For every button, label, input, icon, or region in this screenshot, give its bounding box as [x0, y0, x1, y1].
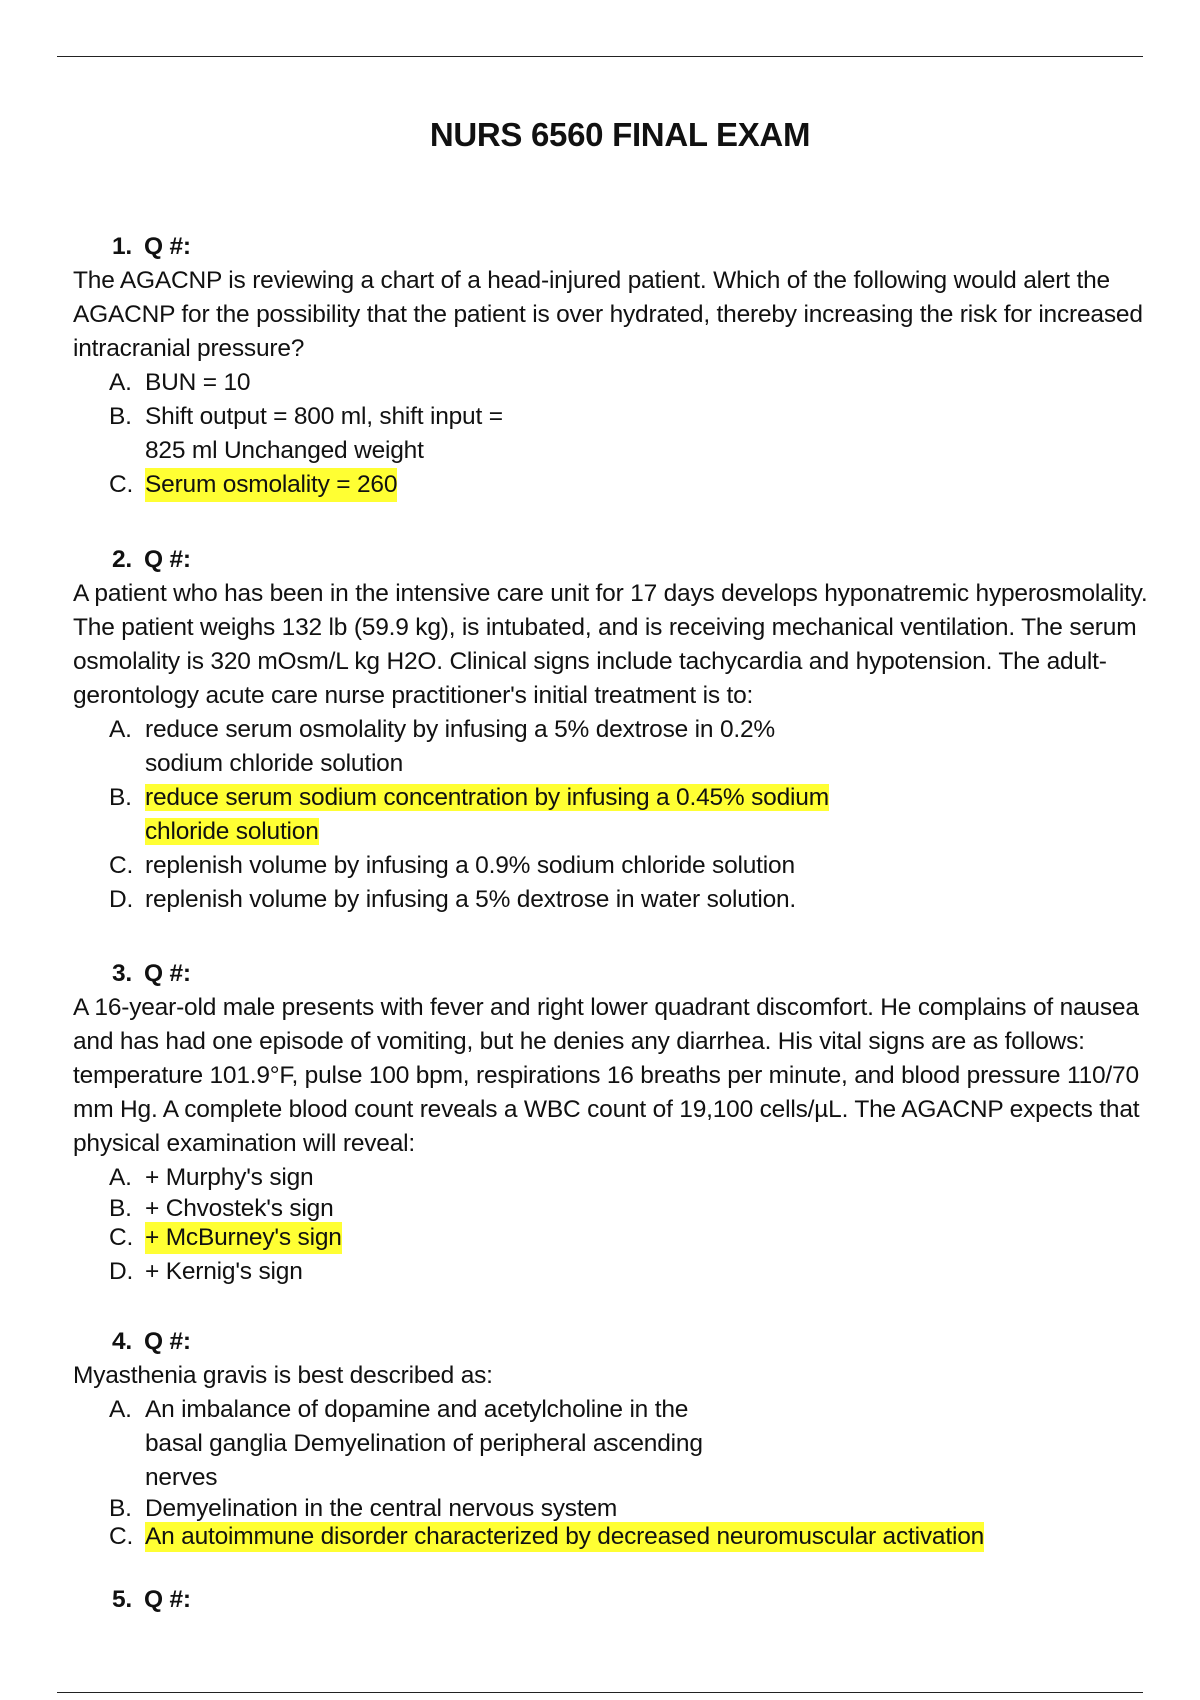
question-text: The AGACNP is reviewing a chart of a head-injured patient. Which of the following would alert the AGACNP for the possibility that the patient is over hydrated, thereby increasing the risk for increased intracranial pressure?: [73, 267, 1143, 362]
option-text: + Murphy's sign: [145, 1164, 314, 1191]
option-b: [73, 781, 1163, 849]
option-letter: A.: [109, 1396, 132, 1423]
option-letter: B.: [109, 784, 132, 811]
option-text: Demyelination in the central nervous system: [145, 1495, 618, 1522]
option-text-highlighted: reduce serum sodium concentration by infusing a 0.45% sodium chloride solution: [145, 784, 829, 845]
option-text: + Chvostek's sign: [145, 1195, 334, 1222]
question-3: [73, 957, 1163, 1290]
option-text-wrap: [145, 781, 885, 849]
question-text: Myasthenia gravis is best described as:: [73, 1362, 493, 1389]
option-letter: C.: [109, 1224, 134, 1251]
option-letter: B.: [109, 1195, 132, 1222]
option-letter: C.: [109, 471, 134, 498]
question-header: [73, 1325, 1163, 1359]
option-letter: B.: [109, 403, 132, 430]
option-text: An imbalance of dopamine and acetylcholine in the basal ganglia Demyelination of peripheral ascending nerves: [145, 1396, 703, 1491]
question-number: 1.: [112, 233, 133, 260]
option-text-highlighted: + McBurney's sign: [145, 1222, 342, 1254]
option-a: [73, 1161, 1163, 1195]
option-a: [73, 1393, 1163, 1495]
question-header: [73, 543, 1163, 577]
option-text: replenish volume by infusing a 5% dextrose in water solution.: [145, 886, 797, 913]
option-text-highlighted: Serum osmolality = 260: [145, 468, 397, 502]
question-label: Q #:: [144, 546, 191, 573]
answer-options: [73, 1161, 1163, 1290]
question-2: [73, 543, 1163, 917]
option-letter: C.: [109, 852, 134, 879]
option-letter: A.: [109, 1164, 132, 1191]
question-number: 5.: [112, 1586, 133, 1613]
question-header: [73, 1583, 1163, 1617]
option-c: [73, 468, 1163, 502]
answer-options: [73, 1393, 1163, 1552]
question-number: 2.: [112, 546, 133, 573]
option-text: BUN = 10: [145, 369, 251, 396]
option-b: [73, 400, 1163, 468]
question-1: [73, 230, 1163, 502]
question-header: [73, 230, 1163, 264]
top-rule: [57, 56, 1143, 57]
option-d: [73, 1254, 1163, 1290]
option-letter: C.: [109, 1523, 134, 1550]
question-label: Q #:: [144, 960, 191, 987]
question-5: [73, 1583, 1163, 1617]
question-label: Q #:: [144, 1328, 191, 1355]
answer-options: [73, 713, 1163, 917]
question-label: Q #:: [144, 233, 191, 260]
option-a: [73, 713, 1163, 781]
option-c: [73, 1222, 1163, 1254]
question-header: [73, 957, 1163, 991]
option-letter: B.: [109, 1495, 132, 1522]
option-text: Shift output = 800 ml, shift input = 825 ml Unchanged weight: [145, 403, 503, 464]
option-d: [73, 883, 1163, 917]
option-b: [73, 1195, 1163, 1222]
option-text: + Kernig's sign: [145, 1258, 303, 1285]
option-c: [73, 849, 1163, 883]
question-text: A 16-year-old male presents with fever and right lower quadrant discomfort. He complains of nausea and has had one episode of vomiting, but he denies any diarrhea. His vital signs are as follows: temperature 101.9°F, pulse 100 bpm, respirations 16 breaths per minute, and blood pressure 110/70 mm Hg. A complete blood count reveals a WBC count of 19,100 cells/µL. The AGACNP expects that physical examination will reveal:: [73, 994, 1140, 1157]
answer-options: [73, 366, 1163, 502]
option-letter: A.: [109, 716, 132, 743]
page-title: NURS 6560 FINAL EXAM: [429, 116, 811, 153]
question-label: Q #:: [144, 1586, 191, 1613]
option-letter: A.: [109, 369, 132, 396]
option-text: replenish volume by infusing a 0.9% sodium chloride solution: [145, 852, 795, 879]
option-b: [73, 1495, 1163, 1522]
option-text-highlighted: An autoimmune disorder characterized by decreased neuromuscular activation: [145, 1523, 985, 1550]
bottom-rule: [57, 1692, 1143, 1693]
question-4: [73, 1325, 1163, 1552]
option-letter: D.: [109, 886, 134, 913]
question-text: A patient who has been in the intensive care unit for 17 days develops hyponatremic hyperosmolality. The patient weighs 132 lb (59.9 kg), is intubated, and is receiving mechanical ventilation. The serum osmolality is 320 mOsm/L kg H2O. Clinical signs include tachycardia and hypotension. The adult-gerontology acute care nurse practitioner's initial treatment is to:: [73, 580, 1148, 709]
question-number: 3.: [112, 960, 133, 987]
option-c: [73, 1522, 1163, 1552]
option-letter: D.: [109, 1258, 134, 1285]
question-number: 4.: [112, 1328, 133, 1355]
option-a: [73, 366, 1163, 400]
option-text: reduce serum osmolality by infusing a 5% dextrose in 0.2% sodium chloride solution: [145, 716, 776, 777]
